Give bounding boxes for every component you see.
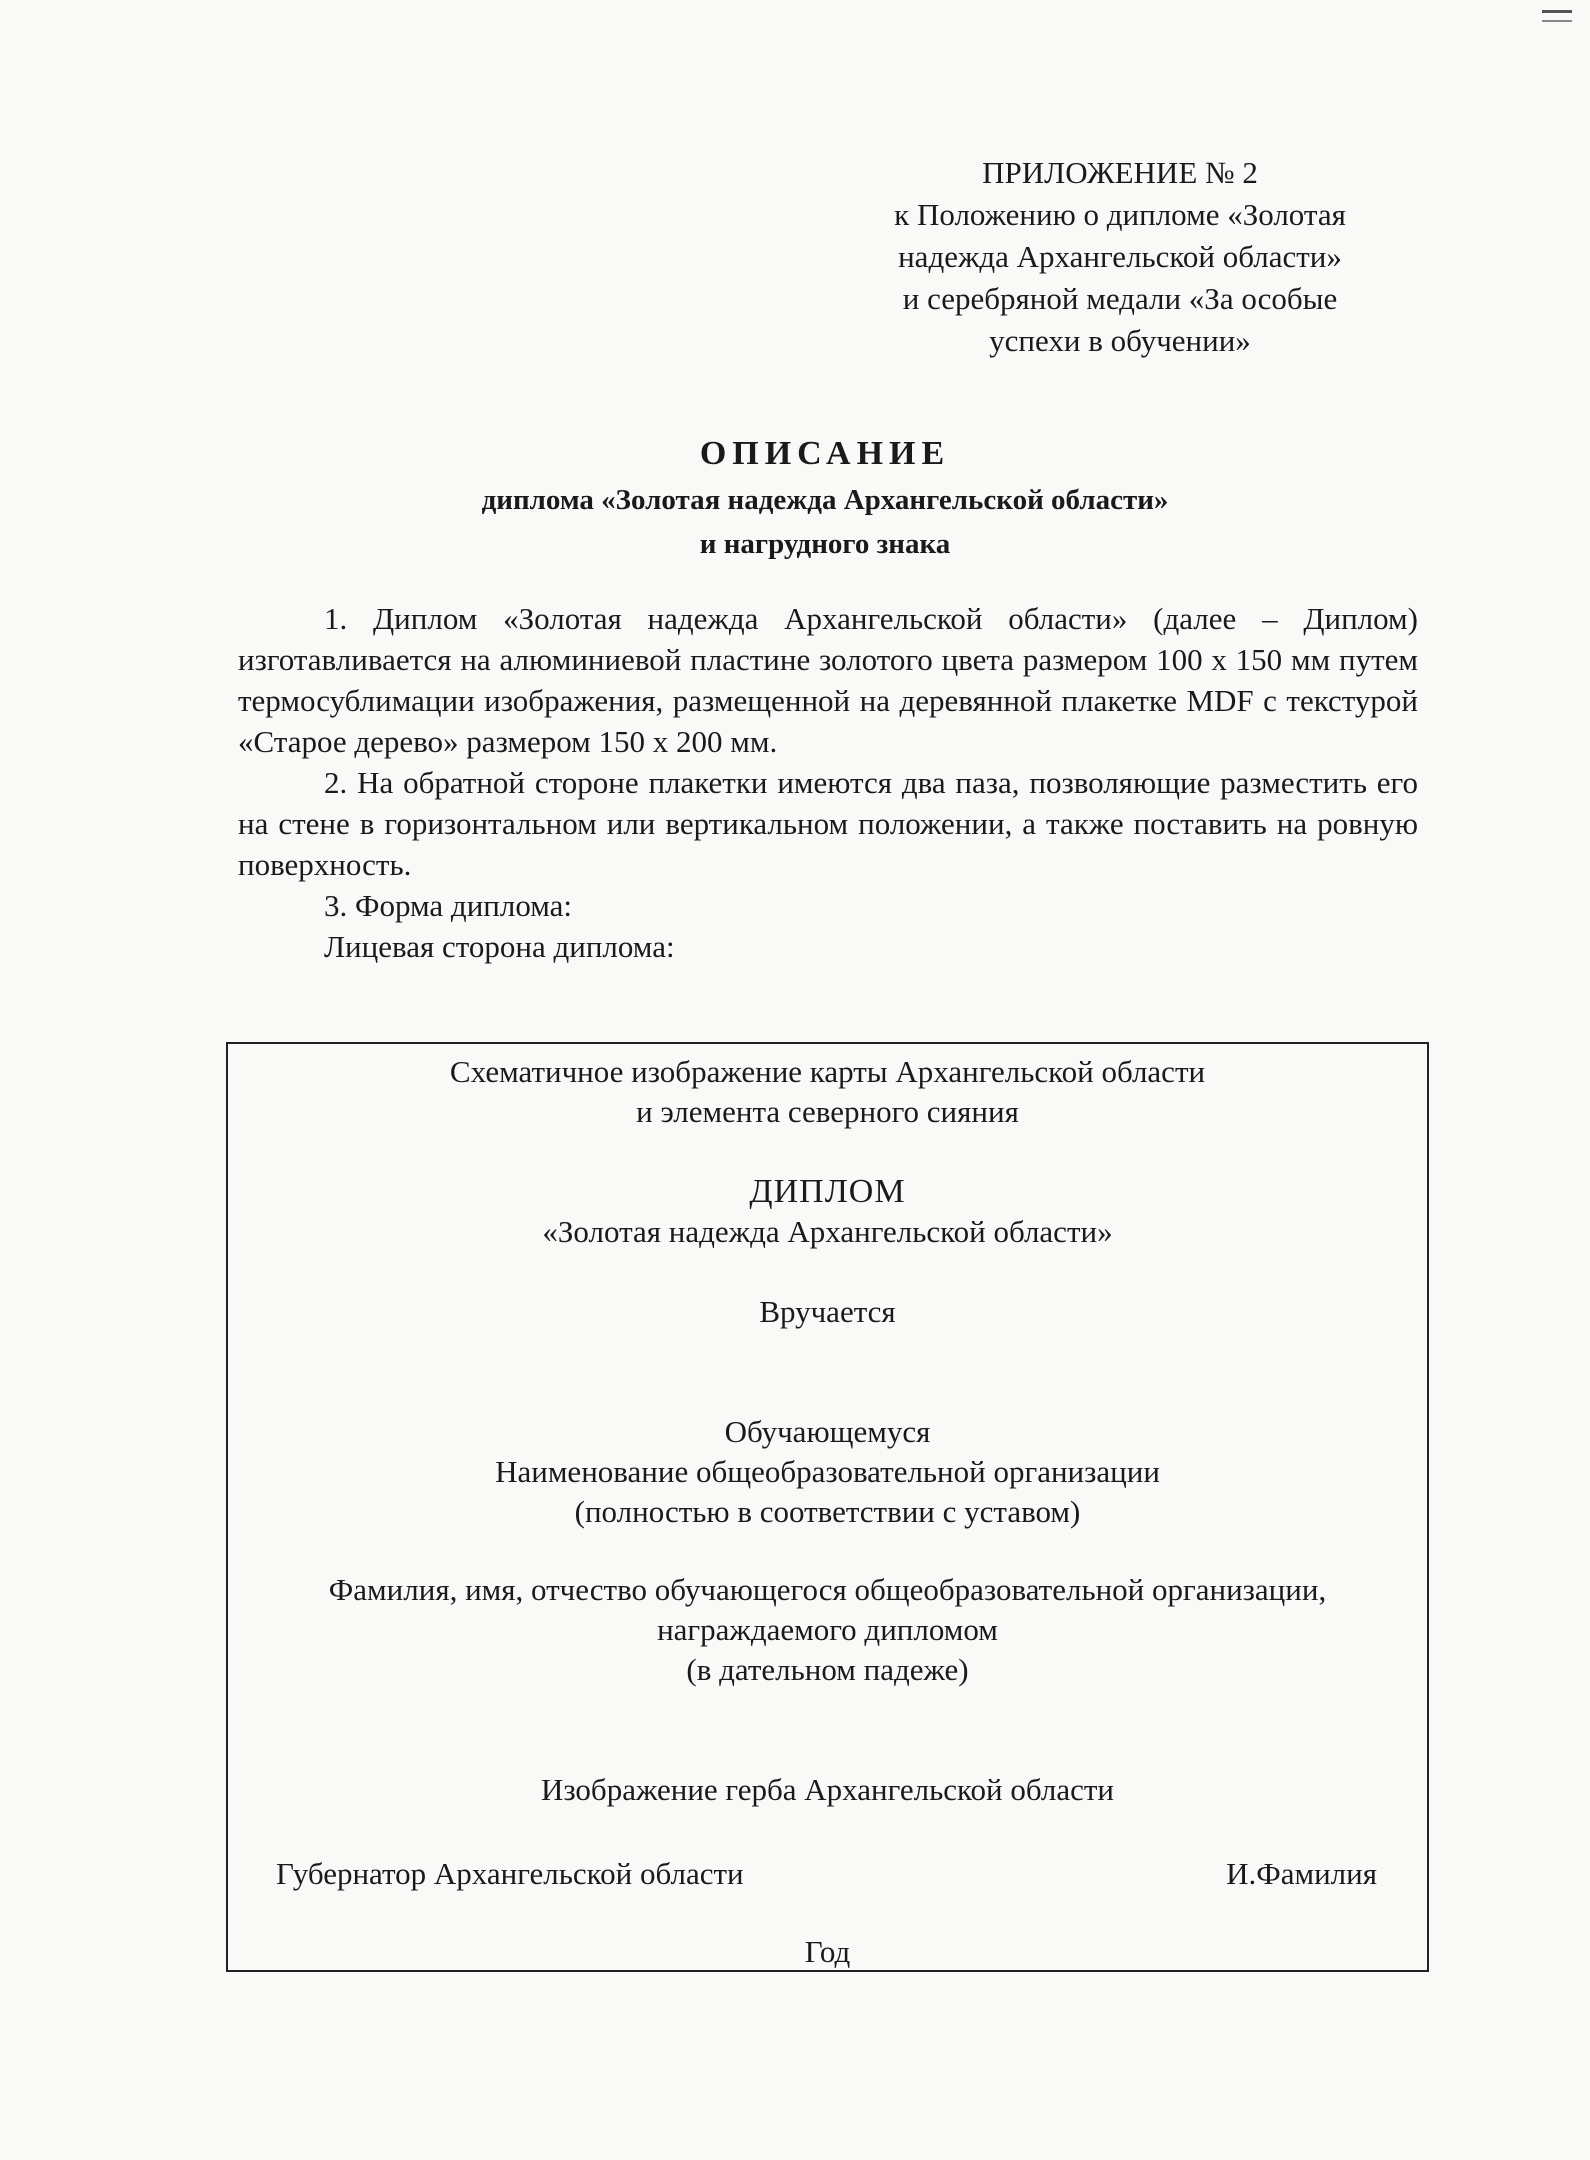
- title-main: ОПИСАНИЕ: [699, 435, 951, 472]
- org-name-line: Наименование общеобразовательной организации: [495, 1454, 1160, 1489]
- appendix-ref-line: успехи в обучении»: [989, 323, 1251, 358]
- paragraph: 1. Диплом «Золотая надежда Архангельской области» (далее – Диплом) изготавливается на алюминиевой пластине золотого цвета размером 100 х 150 мм путем термосублимации изображения, размещенной на деревянной плакетке MDF с текстурой «Старое дерево» размером 150 х 200 мм.: [238, 601, 1418, 759]
- org-name-note: (полностью в соответствии с уставом): [574, 1494, 1081, 1529]
- student-org-block: [228, 1412, 1427, 1532]
- fio-line: Фамилия, имя, отчество обучающегося общеобразовательной организации,: [328, 1572, 1327, 1607]
- governor-title: Губернатор Архангельской области: [276, 1856, 744, 1891]
- appendix-number: ПРИЛОЖЕНИЕ № 2: [982, 155, 1258, 190]
- appendix-ref-line: к Положению о дипломе «Золотая: [894, 197, 1346, 232]
- fio-line: награждаемого дипломом: [657, 1612, 998, 1647]
- paragraph: 2. На обратной стороне плакетки имеются два паза, позволяющие разместить его на стене в горизонтальном или вертикальном положении, а также поставить на ровную поверхность.: [238, 765, 1418, 882]
- appendix-ref-line: и серебряной медали «За особые: [902, 281, 1338, 316]
- awarded-label: Вручается: [759, 1294, 896, 1329]
- student-fio-block: [228, 1570, 1427, 1690]
- fio-note: (в дательном падеже): [686, 1652, 969, 1687]
- coat-of-arms-label: Изображение герба Архангельской области: [540, 1772, 1114, 1807]
- title-subtitle: и нагрудного знака: [699, 528, 951, 560]
- document-body: [238, 598, 1418, 967]
- signature-name: И.Фамилия: [1226, 1856, 1377, 1891]
- year-label: Год: [804, 1934, 851, 1969]
- scan-edge-mark: [1542, 10, 1572, 13]
- map-description-line: Схематичное изображение карты Архангельской области: [449, 1054, 1206, 1089]
- map-description: [228, 1052, 1427, 1132]
- appendix-header: [820, 152, 1420, 362]
- document-title: [240, 430, 1410, 566]
- diploma-heading: ДИПЛОМ: [749, 1173, 906, 1210]
- map-description-line: и элемента северного сияния: [636, 1094, 1019, 1129]
- paragraph: Лицевая сторона диплома:: [324, 929, 675, 964]
- diploma-form-frame: [226, 1042, 1429, 1972]
- diploma-heading-block: [228, 1172, 1427, 1252]
- student-label: Обучающемуся: [724, 1414, 931, 1449]
- scan-edge-mark-secondary: [1542, 20, 1572, 22]
- diploma-name: «Золотая надежда Архангельской области»: [542, 1214, 1113, 1249]
- appendix-ref-line: надежда Архангельской области»: [898, 239, 1342, 274]
- title-subtitle: диплома «Золотая надежда Архангельской области»: [481, 484, 1169, 516]
- paragraph: 3. Форма диплома:: [324, 888, 573, 923]
